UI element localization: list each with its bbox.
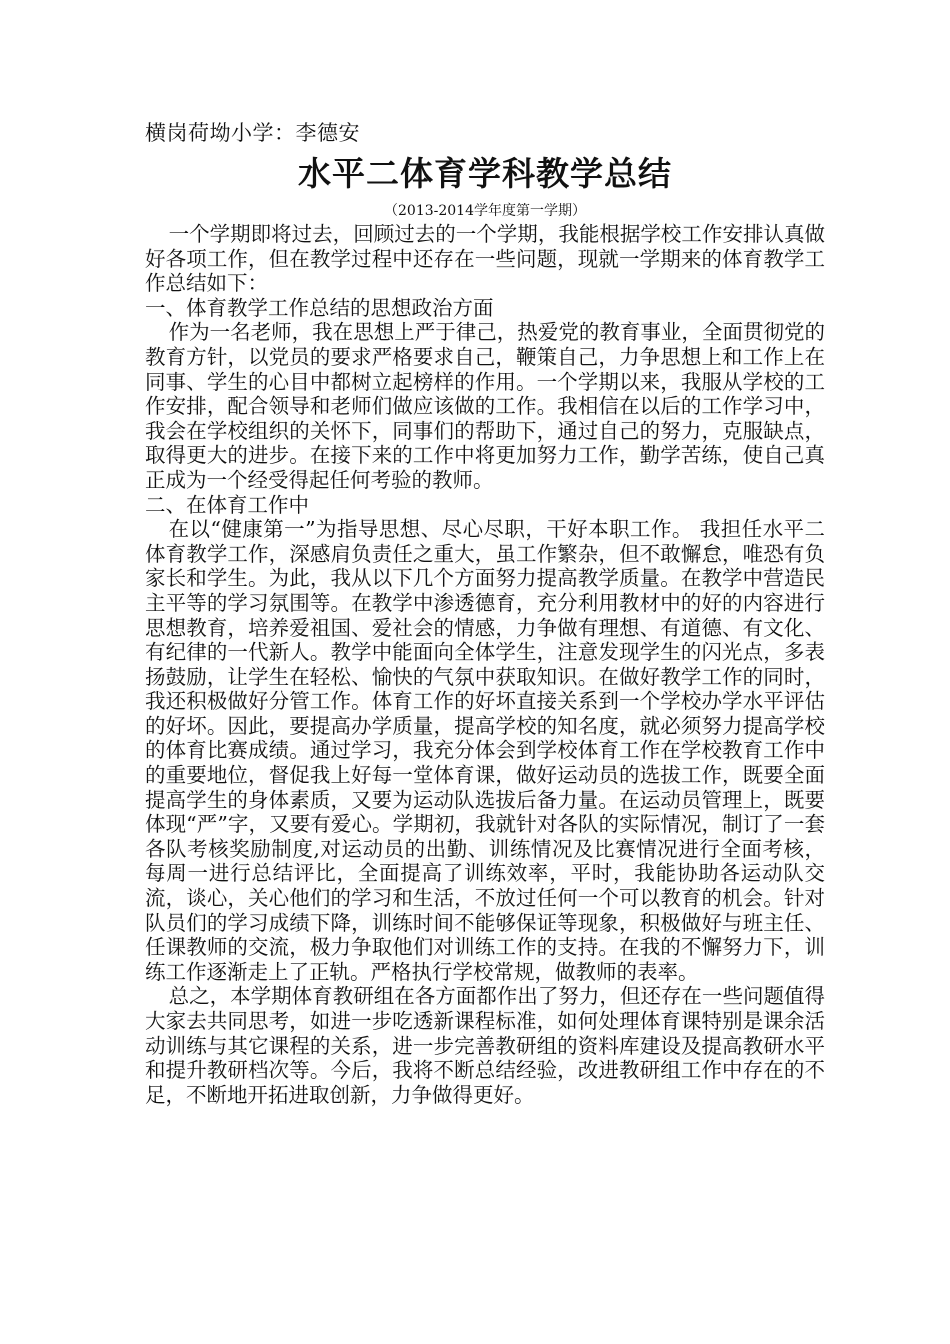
section-1-paragraph: 作为一名老师，我在思想上严于律己，热爱党的教育事业，全面贯彻党的教育方针，以党员的要求严格要求自己，鞭策自己，力争思想上和工作上在同事、学生的心目中都树立起榜样的作用。一个学期以来，我服从学校的工作安排，配合领导和老师们做应该做的工作。我相信在以后的工作学习中，我会在学校组织的关怀下，同事们的帮助下，通过自己的努力，克服缺点，取得更大的进步。在接下来的工作中将更加努力工作，勤学苦练，使自己真正成为一个经受得起任何考验的教师。	[145, 320, 825, 492]
intro-paragraph: 一个学期即将过去，回顾过去的一个学期，我能根据学校工作安排认真做好各项工作，但在教学过程中还存在一些问题，现就一学期来的体育教学工作总结如下：	[145, 222, 825, 296]
author-line: 横岗荷坳小学：李德安	[145, 121, 360, 145]
section-2-paragraph: 在以“健康第一”为指导思想、尽心尽职，干好本职工作。 我担任水平二体育教学工作，深感肩负责任之重大，虽工作繁杂，但不敢懈怠，唯恐有负家长和学生。为此，我从以下几个方面努力提高教学质量。在教学中营造民主平等的学习氛围等。在教学中渗透德育，充分利用教材中的好的内容进行思想教育，培养爱祖国、爱社会的情感，力争做有理想、有道德、有文化、有纪律的一代新人。教学中能面向全体学生，注意发现学生的闪光点，多表扬鼓励，让学生在轻松、愉快的气氛中获取知识。在做好教学工作的同时，我还积极做好分管工作。体育工作的好坏直接关系到一个学校办学水平评估的好坏。因此，要提高办学质量，提高学校的知名度，就必须努力提高学校的体育比赛成绩。通过学习，我充分体会到学校体育工作在学校教育工作中的重要地位，督促我上好每一堂体育课，做好运动员的选拔工作，既要全面提高学生的身体素质，又要为运动队选拔后备力量。在运动员管理上，既要体现“严”字，又要有爱心。学期初，我就针对各队的实际情况，制订了一套各队考核奖励制度,对运动员的出勤、训练情况及比赛情况进行全面考核，每周一进行总结评比，全面提高了训练效率，平时，我能协助各运动队交流，谈心，关心他们的学习和生活，不放过任何一个可以教育的机会。针对队员们的学习成绩下降，训练时间不能够保证等现象，积极做好与班主任、任课教师的交流，极力争取他们对训练工作的支持。在我的不懈努力下，训练工作逐渐走上了正轨。严格执行学校常规，做教师的表率。	[145, 517, 825, 984]
document-title: 水平二体育学科教学总结	[298, 154, 672, 193]
section-1-heading: 一、体育教学工作总结的思想政治方面	[145, 295, 494, 320]
section-2-heading: 二、在体育工作中	[145, 492, 309, 517]
document-page	[145, 118, 825, 1107]
document-subtitle: （2013-2014学年度第一学期）	[384, 203, 586, 219]
conclusion-paragraph: 总之，本学期体育教研组在各方面都作出了努力，但还存在一些问题值得大家去共同思考，如进一步吃透新课程标准，如何处理体育课特别是课余活动训练与其它课程的关系，进一步完善教研组的资料库建设及提高教研水平和提升教研档次等。今后，我将不断总结经验，改进教研组工作中存在的不足，不断地开拓进取创新，力争做得更好。	[145, 984, 825, 1107]
